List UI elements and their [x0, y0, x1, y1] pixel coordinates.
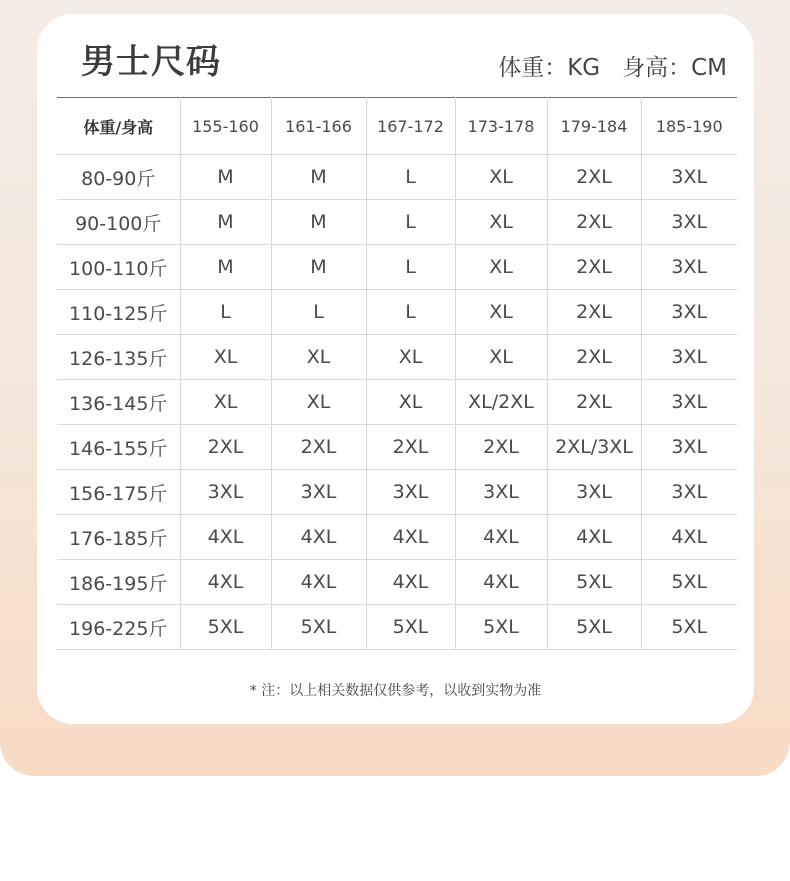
table-row [57, 605, 737, 650]
size-cell: XL [455, 290, 547, 335]
size-cell: L [366, 155, 455, 200]
table-row [57, 425, 737, 470]
size-cell: XL [271, 380, 366, 425]
size-cell: 4XL [455, 560, 547, 605]
size-cell: 2XL [547, 155, 641, 200]
size-cell: 4XL [271, 515, 366, 560]
size-cell: XL [271, 335, 366, 380]
table-row [57, 290, 737, 335]
weight-range-cell: 146-155斤 [57, 425, 180, 470]
size-cell: XL [455, 200, 547, 245]
size-cell: 5XL [641, 560, 737, 605]
size-cell: M [180, 155, 271, 200]
size-cell: L [271, 290, 366, 335]
footnote: * 注：以上相关数据仅供参考，以收到实物为准 [249, 683, 542, 699]
size-cell: 4XL [271, 560, 366, 605]
table-row [57, 335, 737, 380]
size-cell: XL [366, 380, 455, 425]
table-row [57, 200, 737, 245]
size-cell: 2XL [366, 425, 455, 470]
size-cell: 2XL [547, 245, 641, 290]
height-column-header: 155-160 [180, 98, 271, 155]
size-cell: XL [180, 335, 271, 380]
size-cell: XL [455, 155, 547, 200]
size-cell: 3XL [271, 470, 366, 515]
height-column-header: 167-172 [366, 98, 455, 155]
size-cell: XL [455, 335, 547, 380]
height-unit-label: 身高：CM [622, 55, 727, 81]
size-cell: 3XL [641, 425, 737, 470]
size-cell: 4XL [180, 560, 271, 605]
size-cell: 5XL [641, 605, 737, 650]
size-cell: 5XL [547, 560, 641, 605]
size-cell: 3XL [641, 245, 737, 290]
size-cell: 3XL [180, 470, 271, 515]
size-cell: 5XL [180, 605, 271, 650]
weight-range-cell: 136-145斤 [57, 380, 180, 425]
size-cell: 4XL [366, 560, 455, 605]
size-cell: 3XL [641, 200, 737, 245]
table-row [57, 560, 737, 605]
size-cell: 3XL [641, 380, 737, 425]
weight-unit-label: 体重：KG [498, 55, 601, 81]
size-cell: 4XL [641, 515, 737, 560]
table-header-row [57, 98, 737, 155]
size-cell: 4XL [455, 515, 547, 560]
height-column-header: 179-184 [547, 98, 641, 155]
size-cell: XL [366, 335, 455, 380]
size-cell: 5XL [271, 605, 366, 650]
size-cell: 3XL [641, 155, 737, 200]
height-column-header: 185-190 [641, 98, 737, 155]
size-cell: 2XL/3XL [547, 425, 641, 470]
size-cell: M [271, 200, 366, 245]
size-cell: L [366, 200, 455, 245]
size-cell: M [180, 245, 271, 290]
size-cell: M [180, 200, 271, 245]
table-row [57, 245, 737, 290]
weight-range-cell: 196-225斤 [57, 605, 180, 650]
page-title: 男士尺码 [81, 42, 221, 82]
table-row [57, 155, 737, 200]
size-cell: 3XL [366, 470, 455, 515]
weight-range-cell: 156-175斤 [57, 470, 180, 515]
weight-range-cell: 100-110斤 [57, 245, 180, 290]
height-column-header: 173-178 [455, 98, 547, 155]
size-cell: 3XL [641, 335, 737, 380]
size-cell: 2XL [547, 200, 641, 245]
size-cell: XL/2XL [455, 380, 547, 425]
size-table [57, 97, 737, 650]
weight-range-cell: 176-185斤 [57, 515, 180, 560]
size-cell: 4XL [547, 515, 641, 560]
weight-range-cell: 186-195斤 [57, 560, 180, 605]
size-cell: M [271, 245, 366, 290]
weight-range-cell: 110-125斤 [57, 290, 180, 335]
weight-range-cell: 90-100斤 [57, 200, 180, 245]
corner-header: 体重/身高 [57, 98, 180, 155]
size-chart-card [37, 14, 754, 724]
size-cell: 2XL [547, 335, 641, 380]
weight-range-cell: 126-135斤 [57, 335, 180, 380]
size-cell: 3XL [641, 290, 737, 335]
size-cell: 4XL [180, 515, 271, 560]
size-cell: 2XL [271, 425, 366, 470]
size-cell: XL [455, 245, 547, 290]
size-cell: M [271, 155, 366, 200]
table-row [57, 470, 737, 515]
table-row [57, 380, 737, 425]
size-cell: 3XL [641, 470, 737, 515]
units-legend [498, 52, 727, 84]
size-cell: 5XL [455, 605, 547, 650]
size-cell: 3XL [547, 470, 641, 515]
size-cell: 5XL [547, 605, 641, 650]
size-cell: 2XL [547, 380, 641, 425]
size-cell: L [366, 245, 455, 290]
height-column-header: 161-166 [271, 98, 366, 155]
weight-range-cell: 80-90斤 [57, 155, 180, 200]
size-cell: 2XL [180, 425, 271, 470]
size-cell: 3XL [455, 470, 547, 515]
size-cell: 2XL [455, 425, 547, 470]
size-cell: XL [180, 380, 271, 425]
size-cell: 4XL [366, 515, 455, 560]
size-cell: L [366, 290, 455, 335]
size-cell: L [180, 290, 271, 335]
table-row [57, 515, 737, 560]
size-cell: 5XL [366, 605, 455, 650]
size-cell: 2XL [547, 290, 641, 335]
